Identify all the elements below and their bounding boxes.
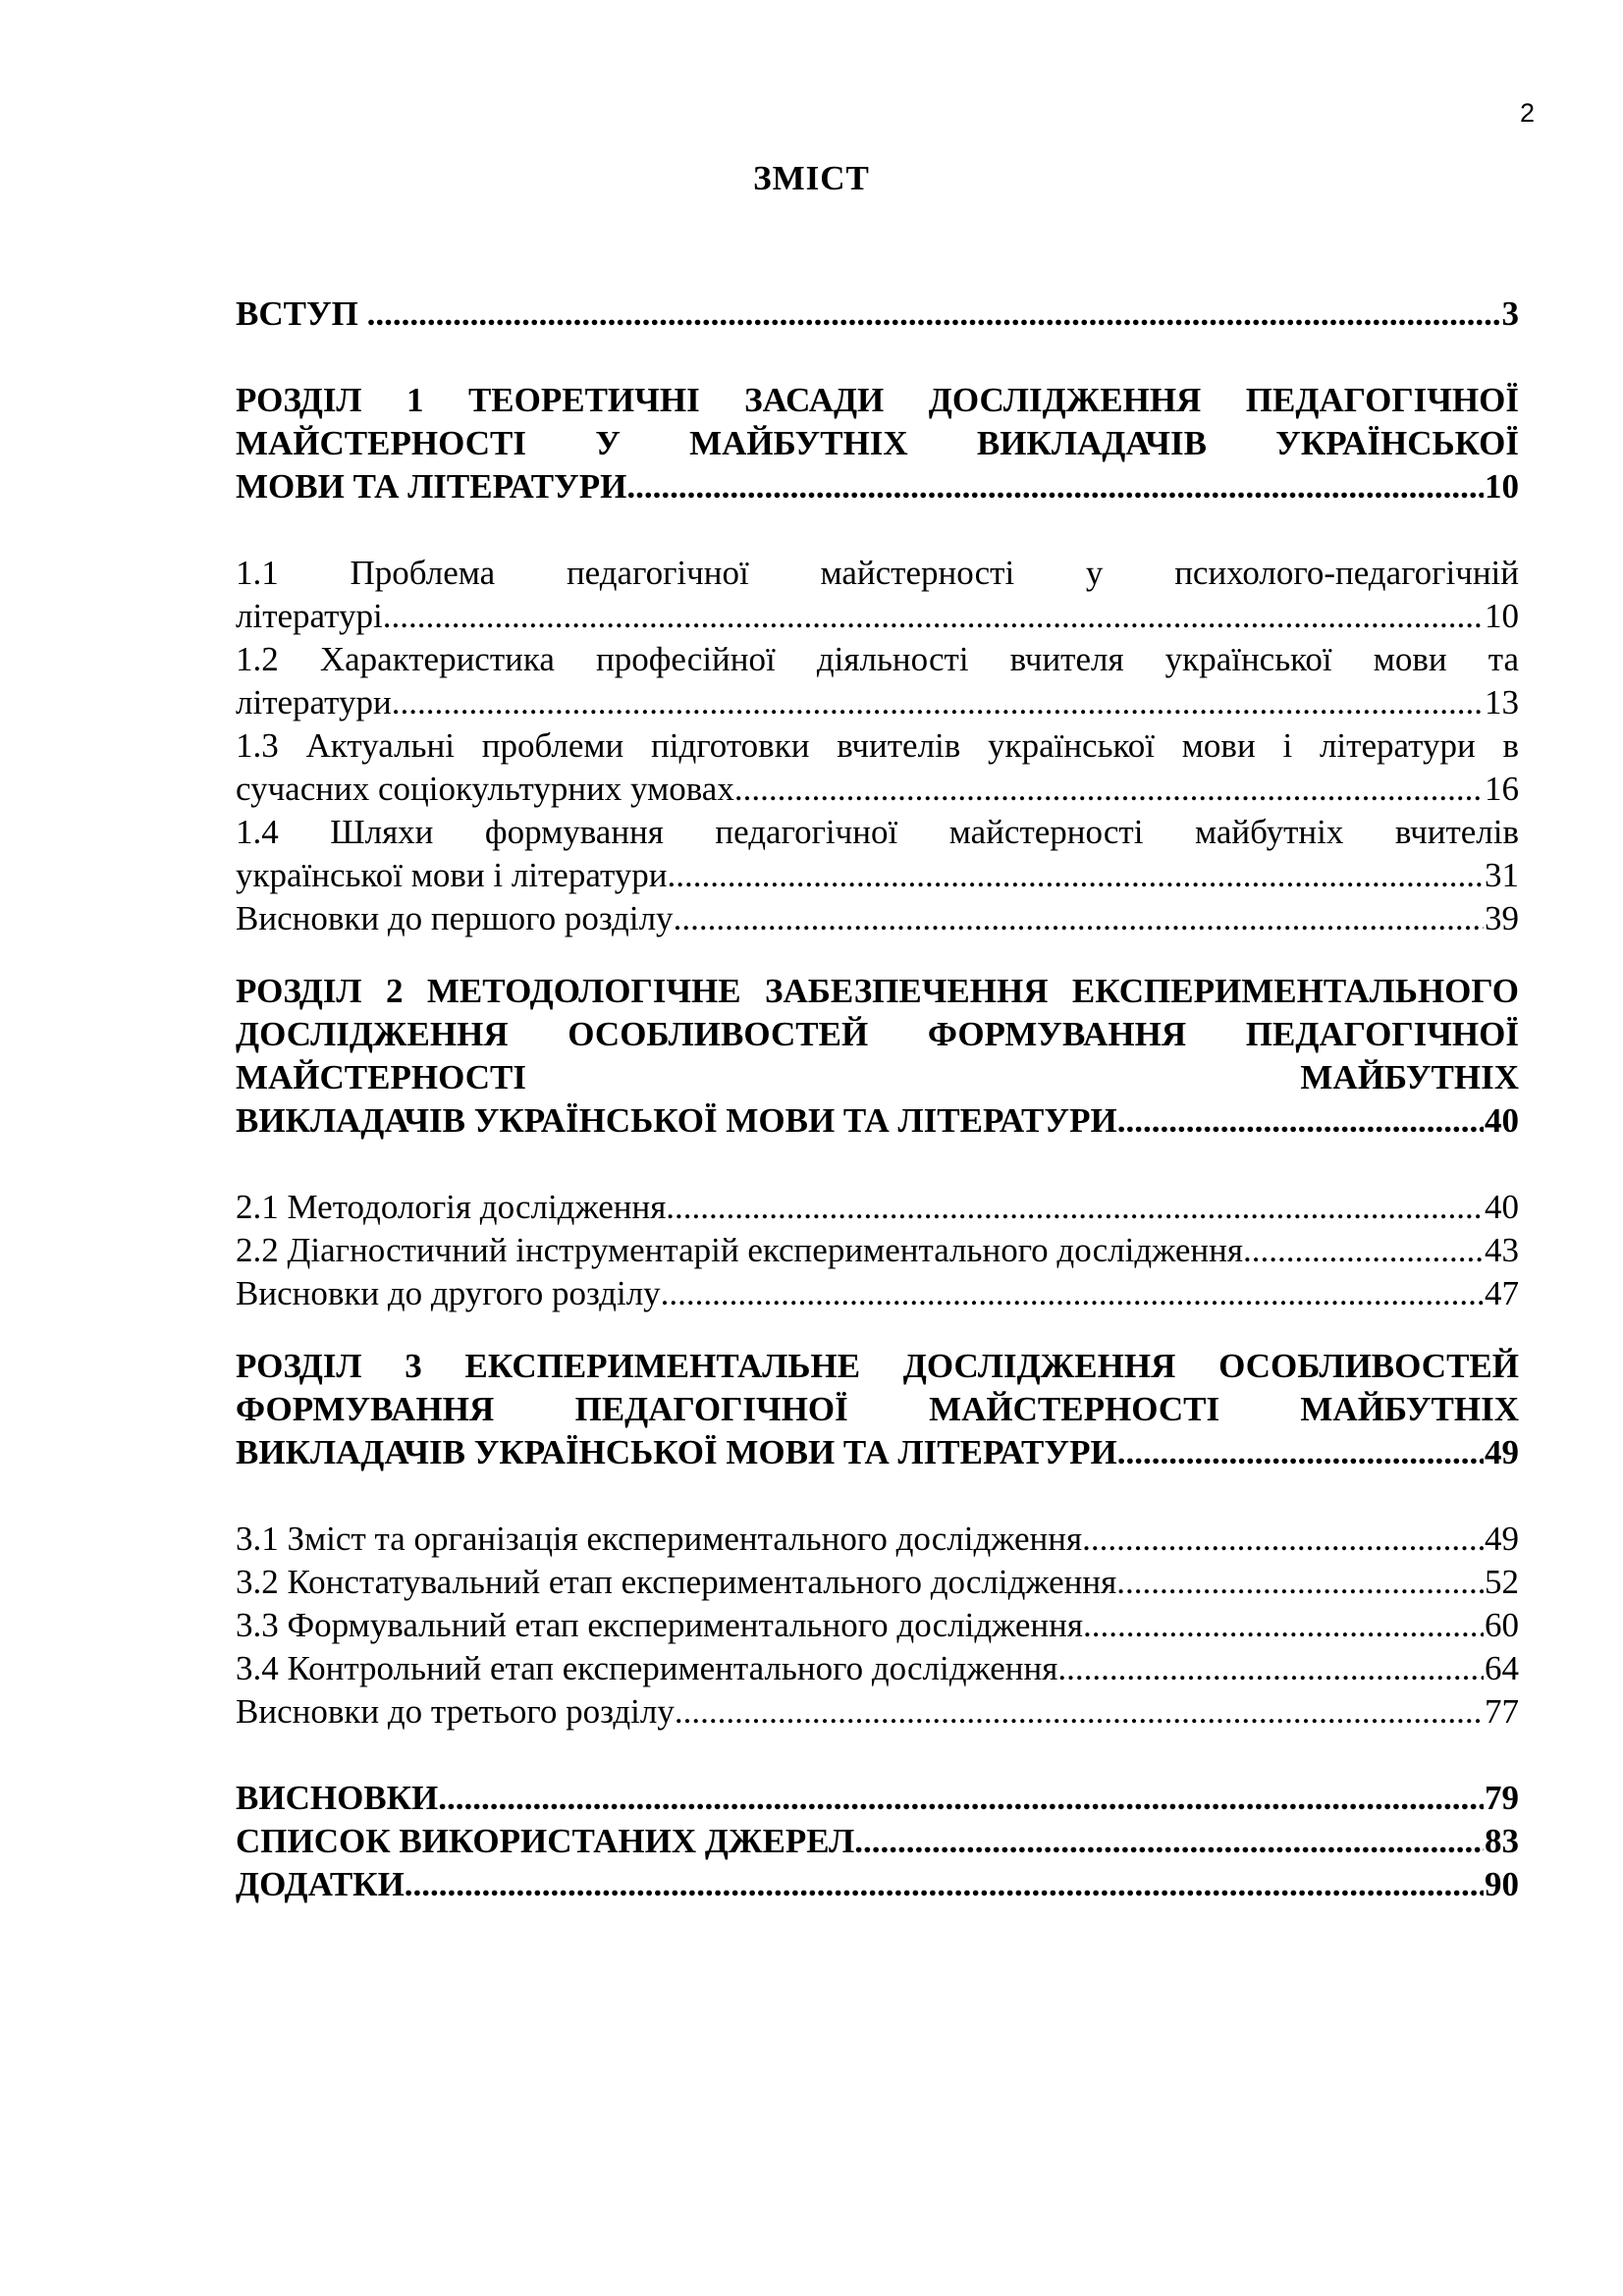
toc-entry-intro[interactable] (236, 293, 1519, 336)
leader-dots (675, 1690, 1484, 1734)
toc-entry-section-3-3[interactable] (236, 1604, 1519, 1647)
toc-entry-label: 3.2 Констатувальний етап експериментального дослідження (236, 1563, 1117, 1601)
toc-entry-chapter-3[interactable] (236, 1345, 1519, 1474)
leader-dots (668, 854, 1484, 897)
toc-entry-page: 64 (1485, 1649, 1519, 1687)
toc-entry-label: ДОДАТКИ (236, 1865, 405, 1903)
toc-entry-appendices[interactable] (236, 1863, 1519, 1906)
toc-entry-text: 1.3 Актуальні проблеми підготовки вчителів української мови і літератури в (236, 726, 1519, 765)
leader-dots (734, 768, 1484, 811)
leader-dots (1243, 1229, 1484, 1272)
toc-entry-page: 16 (1485, 770, 1519, 808)
toc-entry-label: літератури (236, 683, 392, 721)
leader-dots (392, 681, 1484, 724)
leader-dots (674, 897, 1484, 940)
toc-entry-label: ВИКЛАДАЧІВ УКРАЇНСЬКОЇ МОВИ ТА ЛІТЕРАТУРИ (236, 1101, 1117, 1140)
toc-entry-chapter-1[interactable] (236, 379, 1519, 508)
leader-dots (626, 465, 1484, 508)
toc-entry-section-1-2[interactable] (236, 638, 1519, 724)
page-number: 2 (1519, 98, 1535, 128)
toc-entry-page: 90 (1485, 1865, 1519, 1903)
toc-entry-page: 39 (1485, 899, 1519, 937)
toc-entry-page: 49 (1485, 1520, 1519, 1558)
leader-dots (1083, 1604, 1484, 1647)
toc-entry-label: 3.1 Зміст та організація експериментального дослідження (236, 1520, 1083, 1558)
toc-entry-conclusions-2[interactable] (236, 1272, 1519, 1315)
toc-entry-text: РОЗДІЛ 3 ЕКСПЕРИМЕНТАЛЬНЕ ДОСЛІДЖЕННЯ ОСОБЛИВОСТЕЙ ФОРМУВАННЯ ПЕДАГОГІЧНОЇ МАЙСТЕРНОСТІ МАЙБУТНІХ (236, 1347, 1519, 1428)
toc-entry-section-3-2[interactable] (236, 1561, 1519, 1604)
toc-entry-text: РОЗДІЛ 2 МЕТОДОЛОГІЧНЕ ЗАБЕЗПЕЧЕННЯ ЕКСПЕРИМЕНТАЛЬНОГО ДОСЛІДЖЕННЯ ОСОБЛИВОСТЕЙ ФОРМУВАННЯ ПЕДАГОГІЧНОЇ МАЙСТЕРНОСТІ МАЙБУТНІХ (236, 972, 1519, 1096)
toc-entry-label: 2.2 Діагностичний інструментарій експериментального дослідження (236, 1231, 1243, 1269)
leader-dots (405, 1863, 1484, 1906)
toc-entry-page: 40 (1485, 1188, 1519, 1226)
leader-dots (367, 293, 1501, 336)
toc-entry-label: ВИКЛАДАЧІВ УКРАЇНСЬКОЇ МОВИ ТА ЛІТЕРАТУРИ (236, 1433, 1117, 1471)
toc-entry-page: 49 (1485, 1433, 1519, 1471)
toc-entry-text: 1.2 Характеристика професійної діяльності вчителя української мови та (236, 640, 1519, 678)
toc-entry-section-1-4[interactable] (236, 811, 1519, 897)
toc-entry-label: 2.1 Методологія дослідження (236, 1188, 667, 1226)
toc-entry-page: 83 (1485, 1822, 1519, 1860)
leader-dots (1116, 1561, 1484, 1604)
toc-entry-page: 10 (1485, 597, 1519, 635)
leader-dots (661, 1272, 1484, 1315)
toc-entry-conclusions[interactable] (236, 1777, 1519, 1820)
table-of-contents (236, 293, 1519, 1906)
toc-entry-page: 43 (1485, 1231, 1519, 1269)
leader-dots (1057, 1647, 1484, 1690)
toc-entry-page: 3 (1501, 294, 1519, 333)
leader-dots (1117, 1099, 1484, 1143)
toc-entry-section-3-4[interactable] (236, 1647, 1519, 1690)
toc-entry-label: української мови і літератури (236, 856, 668, 894)
leader-dots (1117, 1431, 1484, 1474)
toc-entry-section-2-1[interactable] (236, 1186, 1519, 1229)
toc-entry-references[interactable] (236, 1820, 1519, 1863)
toc-entry-page: 60 (1485, 1606, 1519, 1644)
toc-entry-label: 3.4 Контрольний етап експериментального дослідження (236, 1649, 1058, 1687)
toc-entry-page: 79 (1485, 1779, 1519, 1817)
toc-entry-conclusions-1[interactable] (236, 897, 1519, 940)
toc-entry-label: Висновки до третього розділу (236, 1692, 675, 1731)
toc-entry-text: РОЗДІЛ 1 ТЕОРЕТИЧНІ ЗАСАДИ ДОСЛІДЖЕННЯ ПЕДАГОГІЧНОЇ МАЙСТЕРНОСТІ У МАЙБУТНІХ ВИКЛАДАЧІВ УКРАЇНСЬКОЇ (236, 381, 1519, 462)
toc-entry-page: 13 (1485, 683, 1519, 721)
toc-entry-page: 77 (1485, 1692, 1519, 1731)
leader-dots (666, 1186, 1484, 1229)
leader-dots (854, 1820, 1484, 1863)
toc-entry-section-1-3[interactable] (236, 724, 1519, 811)
leader-dots (438, 1777, 1484, 1820)
toc-entry-label: СПИСОК ВИКОРИСТАНИХ ДЖЕРЕЛ (236, 1822, 855, 1860)
leader-dots (1082, 1518, 1484, 1561)
toc-entry-page: 47 (1485, 1274, 1519, 1312)
toc-entry-label: Висновки до другого розділу (236, 1274, 661, 1312)
toc-entry-section-1-1[interactable] (236, 552, 1519, 638)
toc-entry-text: 1.1 Проблема педагогічної майстерності у психолого-педагогічній (236, 554, 1519, 592)
toc-entry-label: Висновки до першого розділу (236, 899, 674, 937)
toc-entry-section-2-2[interactable] (236, 1229, 1519, 1272)
toc-entry-page: 31 (1485, 856, 1519, 894)
toc-entry-label: МОВИ ТА ЛІТЕРАТУРИ (236, 467, 627, 506)
toc-title: ЗМІСТ (753, 159, 870, 197)
toc-entry-label: літературі (236, 597, 383, 635)
toc-entry-label: ВСТУП (236, 294, 358, 333)
toc-entry-label: 3.3 Формувальний етап експериментального дослідження (236, 1606, 1083, 1644)
toc-entry-label: ВИСНОВКИ (236, 1779, 439, 1817)
toc-entry-section-3-1[interactable] (236, 1518, 1519, 1561)
toc-entry-page: 10 (1485, 467, 1519, 506)
toc-entry-page: 40 (1485, 1101, 1519, 1140)
toc-entry-text: 1.4 Шляхи формування педагогічної майстерності майбутніх вчителів (236, 813, 1519, 851)
toc-entry-label: сучасних соціокультурних умовах (236, 770, 734, 808)
leader-dots (383, 595, 1484, 638)
toc-entry-conclusions-3[interactable] (236, 1690, 1519, 1734)
toc-entry-chapter-2[interactable] (236, 970, 1519, 1143)
toc-entry-page: 52 (1485, 1563, 1519, 1601)
